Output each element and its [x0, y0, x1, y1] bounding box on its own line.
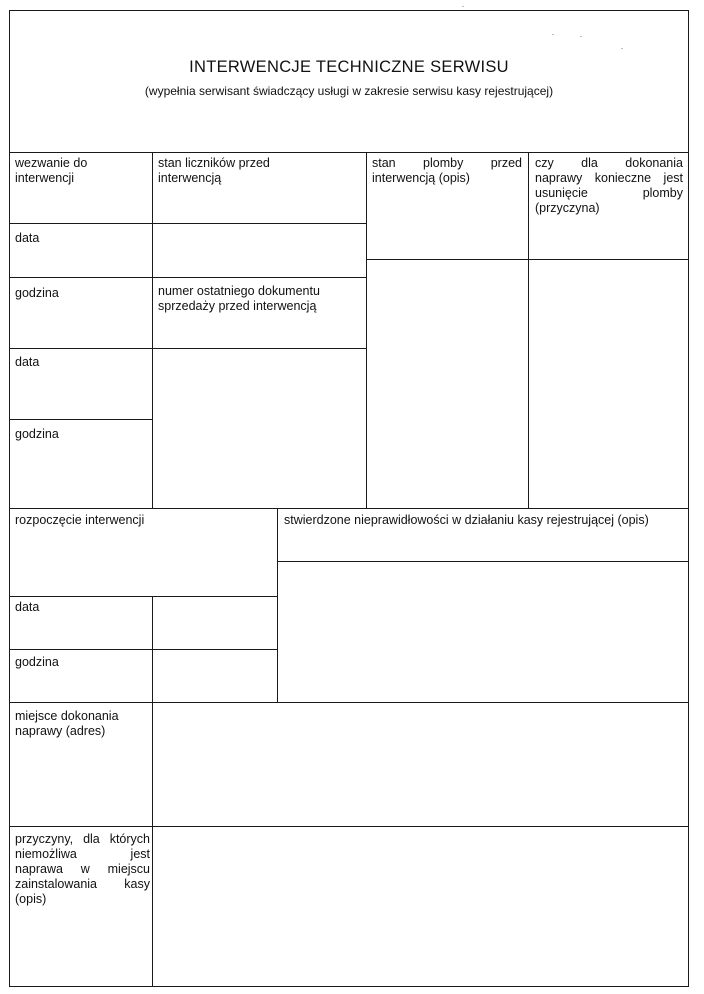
- rule-call-time: [9, 277, 366, 278]
- rule-call-date2: [9, 348, 366, 349]
- rule-section-3: [9, 702, 689, 703]
- last-sales-doc-label: numer ostatniego dokumentu sprzedaży przed interwencją: [158, 284, 320, 313]
- reasons-label: przyczyny, dla których niemożliwa jest naprawa w miejscu zainstalowania kasy (opis): [15, 832, 150, 906]
- seal-state-label: stan plomby przed interwencją (opis): [372, 156, 522, 185]
- irregularities-label: stwierdzone nieprawidłowości w działaniu kasy rejestrującej (opis): [284, 513, 649, 527]
- rule-v-seal-removal: [528, 152, 529, 508]
- form-title: INTERWENCJE TECHNICZNE SERWISU: [189, 58, 509, 76]
- scan-speck: [462, 6, 464, 7]
- rule-v-counters: [152, 152, 153, 508]
- scan-speck: [552, 34, 554, 35]
- call-time-label: godzina: [15, 286, 59, 300]
- seal-removal-label: czy dla dokonania naprawy konieczne jest usunięcie plomby (przyczyna): [535, 156, 683, 215]
- call-time2-label: godzina: [15, 427, 59, 441]
- start-header-label: rozpoczęcie interwencji: [15, 513, 145, 527]
- rule-start-date: [9, 596, 277, 597]
- rule-call-date: [9, 223, 366, 224]
- rule-v-irregularities: [277, 508, 278, 702]
- form-subtitle: (wypełnia serwisant świadczący usługi w zakresie serwisu kasy rejestrującej): [144, 84, 554, 98]
- rule-v-start-values: [152, 596, 153, 702]
- rule-header-bottom: [9, 152, 689, 153]
- scan-speck: [621, 48, 623, 49]
- counters-before-label: stan liczników przed interwencją: [158, 156, 270, 185]
- start-time-label: godzina: [15, 655, 59, 669]
- rule-irregularities: [277, 561, 689, 562]
- call-date-label: data: [15, 231, 40, 245]
- call-header-label: wezwanie do interwencji: [15, 156, 88, 185]
- call-date2-label: data: [15, 355, 40, 369]
- rule-v-lower-values: [152, 702, 153, 987]
- repair-place-label: miejsce dokonania naprawy (adres): [15, 709, 119, 738]
- rule-call-time2: [9, 419, 152, 420]
- scan-speck: [580, 36, 582, 37]
- start-date-label: data: [15, 600, 40, 614]
- rule-v-seal: [366, 152, 367, 508]
- rule-section-4: [9, 826, 689, 827]
- rule-section-2: [9, 508, 689, 509]
- rule-start-time: [9, 649, 277, 650]
